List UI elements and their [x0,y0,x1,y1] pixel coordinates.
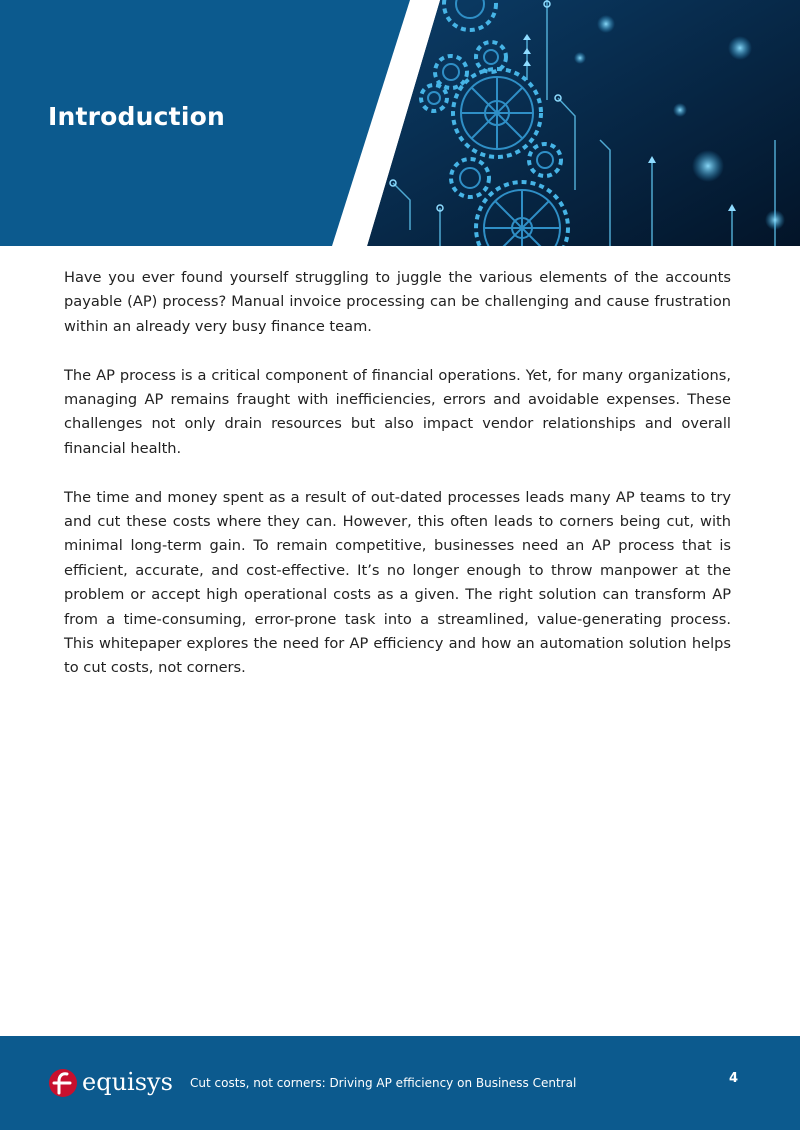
header-banner [0,0,800,246]
equisys-logo-icon [48,1068,78,1098]
footer [0,1036,800,1130]
page-title: Introduction [48,102,225,131]
logo-wordmark: equisys [82,1068,173,1096]
footer-caption: Cut costs, not corners: Driving AP efficiency on Business Central [190,1076,577,1090]
paragraph: The time and money spent as a result of out-dated processes leads many AP teams to try and cut these costs where they can. However, this often leads to corners being cut, with minimal long-term gain. To remain competitive, businesses need an AP process that is efficient, accurate, and cost-effective. It’s no longer enough to throw manpower at the problem or accept high operational costs as a given. The right solution can transform AP from a time-consuming, error-prone task into a streamlined, value-generating process. This whitepaper explores the need for AP efficiency and how an automation solution helps to cut costs, not corners. [64,488,731,677]
body-text [64,266,731,705]
page-number: 4 [729,1071,739,1086]
equisys-logo [48,1066,188,1102]
paragraph: Have you ever found yourself struggling to juggle the various elements of the accounts payable (AP) process? Manual invoice processing can be challenging and cause frustration within an already very busy finance team. [64,269,731,335]
paragraph: The AP process is a critical component of financial operations. Yet, for many organizations, managing AP remains fraught with inefficiencies, errors and avoidable expenses. These challenges not only drain resources but also impact vendor relationships and overall financial health. [64,366,731,457]
